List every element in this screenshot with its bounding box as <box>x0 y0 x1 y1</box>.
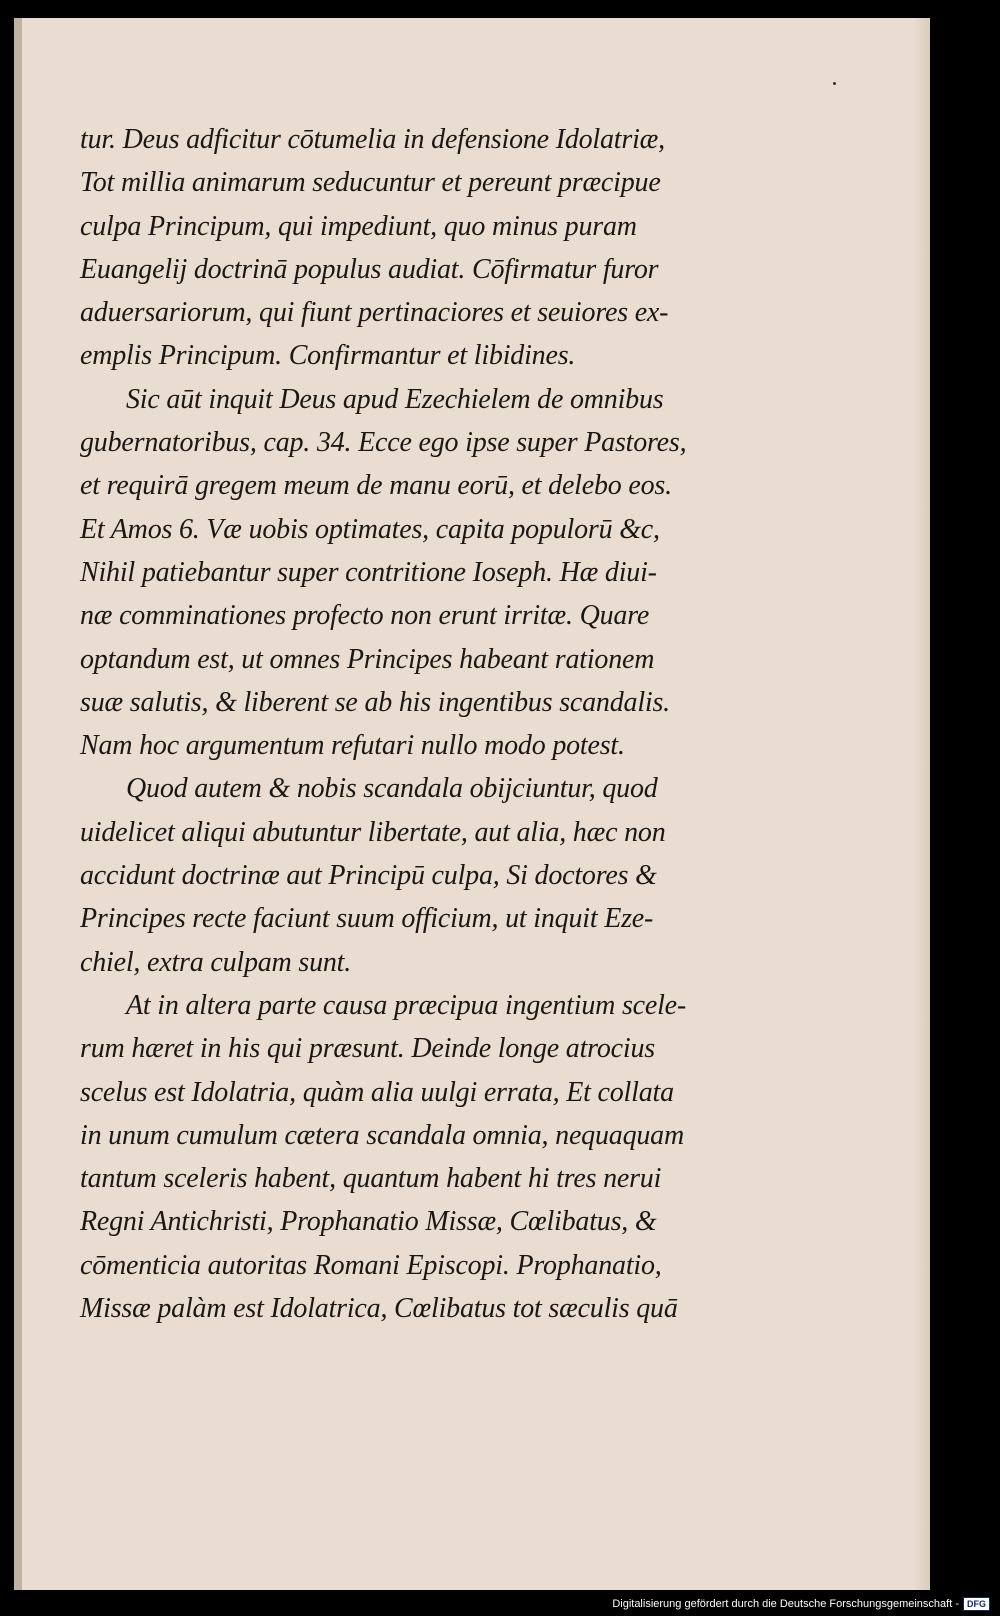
text-line: Principes recte faciunt suum officium, ut inquit Eze- <box>80 903 654 935</box>
text-line: emplis Principum. Confirmantur et libidines. <box>80 340 576 372</box>
text-line: optandum est, ut omnes Principes habeant rationem <box>80 643 655 675</box>
text-line: Sic aūt inquit Deus apud Ezechielem de omnibus <box>126 383 664 415</box>
text-line: Quod autem & nobis scandala obijciuntur, quod <box>126 773 658 805</box>
text-line: scelus est Idolatria, quàm alia uulgi errata, Et collata <box>80 1076 674 1108</box>
text-line: Nihil patiebantur super contritione Ioseph. Hæ diui- <box>80 556 657 588</box>
book-page <box>14 18 930 1590</box>
text-line: Missæ palàm est Idolatrica, Cœlibatus tot sæculis quā <box>80 1293 678 1325</box>
text-line: culpa Principum, qui impediunt, quo minus puram <box>80 210 637 242</box>
text-line: et requirā gregem meum de manu eorū, et delebo eos. <box>80 470 672 502</box>
digitization-credit <box>612 1594 990 1614</box>
page-edge <box>914 18 930 1590</box>
ink-speck <box>833 82 836 85</box>
text-line: Et Amos 6. Væ uobis optimates, capita populorū &c, <box>80 513 660 545</box>
text-line: Regni Antichristi, Prophanatio Missæ, Cœlibatus, & <box>80 1206 657 1238</box>
text-line: Euangelij doctrinā populus audiat. Cōfirmatur furor <box>80 253 659 285</box>
text-line: tantum sceleris habent, quantum habent hi tres nerui <box>80 1163 662 1195</box>
text-line: cōmenticia autoritas Romani Episcopi. Prophanatio, <box>80 1249 662 1281</box>
text-line: suæ salutis, & liberent se ab his ingentibus scandalis. <box>80 686 670 718</box>
text-line: aduersariorum, qui fiunt pertinaciores et seuiores ex- <box>80 297 669 329</box>
text-line: accidunt doctrinæ aut Principū culpa, Si doctores & <box>80 860 657 892</box>
credit-text: Digitalisierung gefördert durch die Deutsche Forschungsgemeinschaft - <box>612 1598 959 1610</box>
text-line: uidelicet aliqui abutuntur libertate, aut alia, hæc non <box>80 816 666 848</box>
dfg-logo-icon: DFG <box>963 1597 990 1611</box>
text-line: rum hæret in his qui præsunt. Deinde longe atrocius <box>80 1033 655 1065</box>
text-line: næ comminationes profecto non erunt irritæ. Quare <box>80 600 650 632</box>
text-line: Nam hoc argumentum refutari nullo modo potest. <box>80 730 625 762</box>
text-line: chiel, extra culpam sunt. <box>80 946 352 978</box>
text-line: gubernatoribus, cap. 34. Ecce ego ipse super Pastores, <box>80 427 687 459</box>
text-line: Tot millia animarum seducuntur et pereunt præcipue <box>80 167 661 199</box>
text-line: At in altera parte causa præcipua ingentium scele- <box>126 989 687 1021</box>
text-line: tur. Deus adficitur cōtumelia in defensione Idolatriæ, <box>80 124 665 155</box>
page-text <box>80 118 800 1330</box>
text-line: in unum cumulum cætera scandala omnia, nequaquam <box>80 1119 685 1151</box>
